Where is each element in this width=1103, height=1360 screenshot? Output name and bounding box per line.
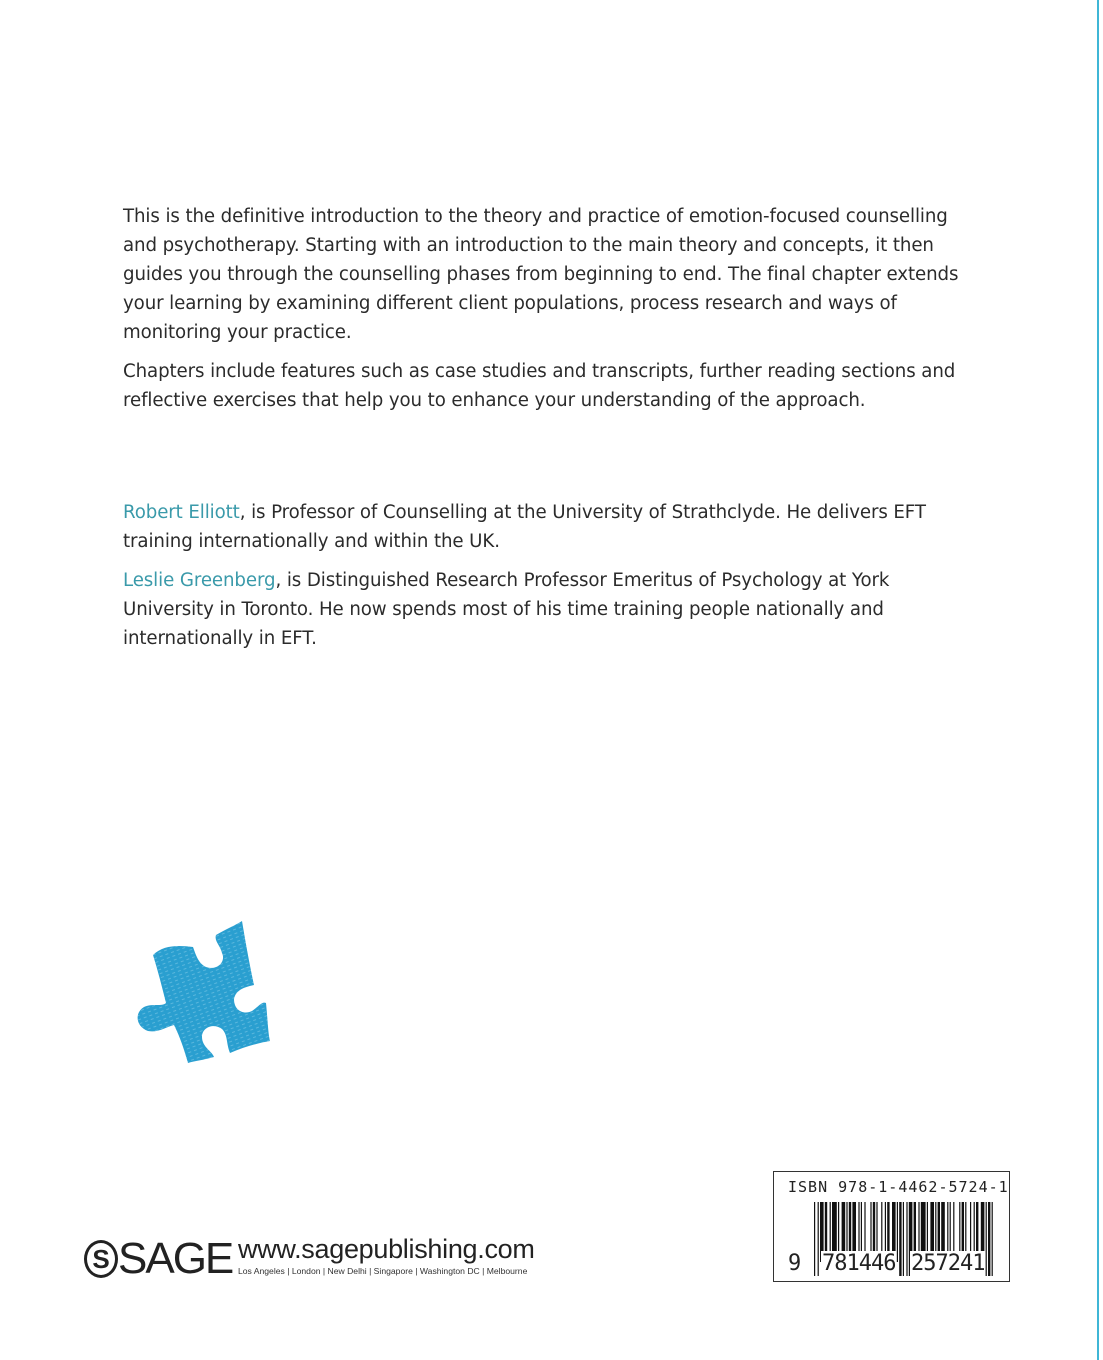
puzzle-piece-icon bbox=[118, 915, 278, 1065]
author-bio-1 bbox=[123, 498, 973, 556]
author-bio-2 bbox=[123, 566, 973, 653]
author-name: Leslie Greenberg bbox=[123, 570, 276, 591]
author-bio-text: , is Professor of Counselling at the University of Strathclyde. He delivers EFT training internationally and within the UK. bbox=[123, 502, 926, 552]
description-paragraph-2: Chapters include features such as case studies and transcripts, further reading sections and reflective exercises that help you to enhance your understanding of the approach. bbox=[123, 361, 956, 411]
barcode-bar bbox=[992, 1202, 993, 1276]
publisher-cities: Los Angeles | London | New Delhi | Singapore | Washington DC | Melbourne bbox=[238, 1266, 528, 1276]
publisher-url[interactable]: www.sagepublishing.com bbox=[238, 1234, 535, 1264]
ean-first-digit: 9 bbox=[788, 1251, 802, 1276]
isbn-label: ISBN 978-1-4462-5724-1 bbox=[788, 1178, 1009, 1196]
barcode-bar bbox=[988, 1202, 990, 1276]
barcode-bar bbox=[906, 1202, 907, 1276]
author-bio-text: , is Distinguished Research Professor Emeritus of Psychology at York University in Toronto. He now spends most of his time training people nationally and internationally in EFT. bbox=[123, 570, 890, 649]
barcode-bar bbox=[897, 1202, 898, 1262]
ean-right-digits: 257241 bbox=[911, 1251, 985, 1276]
barcode-bar bbox=[814, 1202, 815, 1276]
barcode-bar bbox=[986, 1202, 987, 1276]
sage-logo-text: SAGE bbox=[118, 1234, 233, 1283]
ean-left-digits: 781446 bbox=[822, 1251, 896, 1276]
barcode-bar bbox=[818, 1202, 819, 1276]
sage-logo-icon: S bbox=[84, 1240, 118, 1278]
description-paragraph-1: This is the definitive introduction to the theory and practice of emotion-focused counselling and psychotherapy. Starting with an introduction to the main theory and concepts, it then guides you through the counselling phases from beginning to end. The final chapter extends your learning by examining different client populations, process research and ways of monitoring your practice. bbox=[123, 206, 959, 343]
spine-edge-line bbox=[1097, 0, 1099, 1360]
isbn-barcode bbox=[773, 1171, 1010, 1282]
barcode-bar bbox=[903, 1202, 904, 1276]
book-description bbox=[123, 202, 973, 425]
author-name: Robert Elliott bbox=[123, 502, 240, 523]
author-bios bbox=[123, 498, 973, 663]
barcode-bar bbox=[899, 1202, 901, 1276]
